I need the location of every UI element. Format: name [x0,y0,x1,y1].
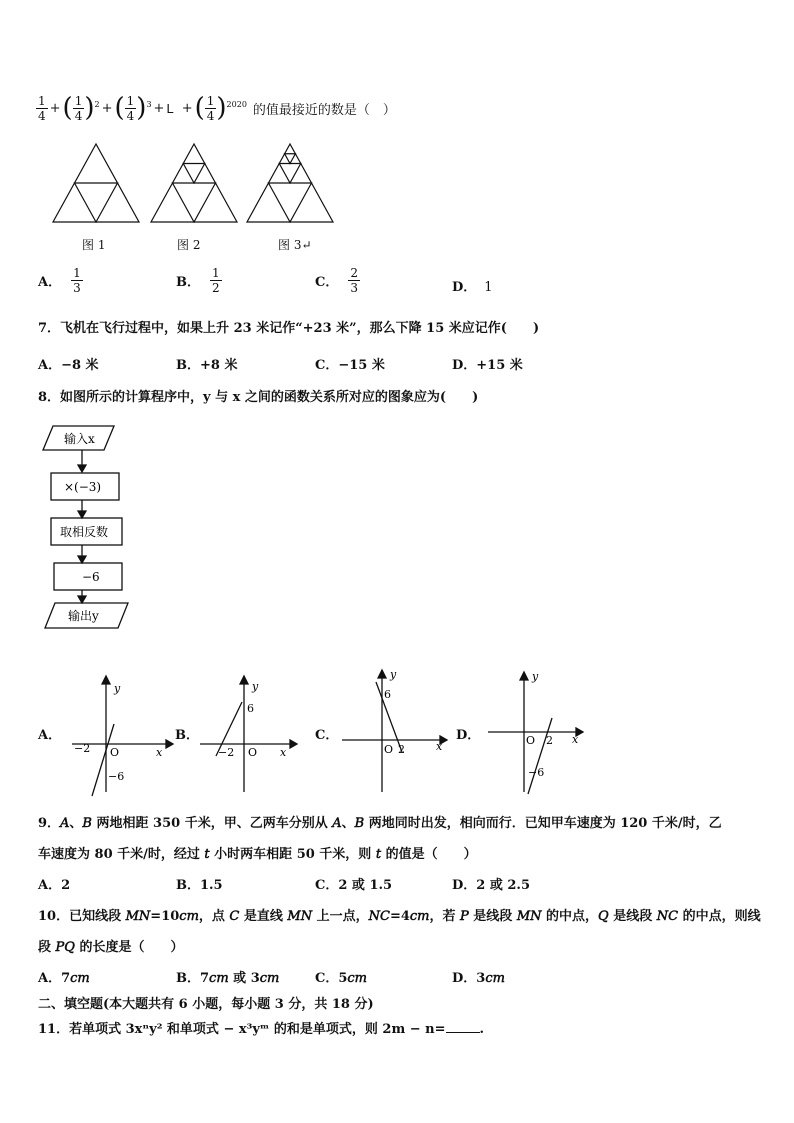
svg-text:−2: −2 [74,742,91,755]
q10-option-c[interactable]: C．5𝑐𝑚 [315,971,368,986]
flow-negate-label: 取相反数 [60,525,109,539]
triangle-figure-2 [151,144,237,222]
q7-option-d[interactable]: D．+15 米 [452,358,523,373]
section-2-heading: 二、填空题(本大题共有 6 小题，每小题 3 分，共 18 分) [38,997,374,1012]
q6-option-c[interactable]: C． $\frac{2}{3}$ [315,266,358,295]
frac-1-4: $\frac{1}{4}$ [38,93,46,123]
svg-text:x: x [280,746,287,759]
svg-text:2: 2 [398,743,405,756]
q10-stem-line1: 10．已知线段 𝑀𝑁=10𝑐𝑚，点 𝐶 是直线 𝑀𝑁 上一点，𝑁𝐶=4𝑐𝑚，若 𝑃 是线段 𝑀𝑁 的中点，𝑄 是线段 𝑁𝐶 的中点，则线 [38,909,761,924]
q10-option-d[interactable]: D．3𝑐𝑚 [452,971,505,986]
q10-stem-line2: 段 𝑃𝑄 的长度是（ ） [38,940,184,955]
q6-expression: $\frac{1}{4}$ + ( $\frac{1}{4}$ ) 2 + ( $\frac{1}{4}$ ) 3 + L + ( $\frac{1}{4}$ ) 2020 的值最接近的数是（ ） [38,93,396,123]
q8-stem: 8．如图所示的计算程序中，y 与 x 之间的函数关系所对应的图象应为( ) [38,390,479,405]
graph-d-line [528,718,552,794]
q8-graph-b[interactable] [196,672,306,797]
flow-minus6-label: −6 [82,570,100,584]
svg-text:y: y [114,682,121,695]
svg-text:O: O [248,746,258,759]
graph-a-line [92,724,114,796]
svg-text:O: O [384,743,394,756]
fig-label-2: 图 2 [177,238,201,252]
q10-option-b[interactable]: B．7𝑐𝑚 或 3𝑐𝑚 [176,971,280,986]
q6-option-b[interactable]: B． $\frac{1}{2}$ [176,266,220,295]
q6-option-a[interactable]: A． $\frac{1}{3}$ [38,266,81,295]
flow-multiply-label: ×(−3) [64,480,102,494]
fig-label-3: 图 3↵ [278,238,312,252]
svg-text:x: x [572,733,579,746]
q7-stem: 7．飞机在飞行过程中，如果上升 23 米记作“+23 米”，那么下降 15 米应记作( ) [38,321,540,336]
fig-label-1: 图 1 [82,238,106,252]
q8-option-a-letter[interactable]: A． [38,728,62,743]
q9-option-c[interactable]: C．2 或 1.5 [315,878,393,893]
q6-triangle-figures [50,140,340,230]
svg-text:x: x [156,746,163,759]
svg-text:2: 2 [546,734,553,747]
q8-flowchart [40,418,140,633]
svg-text:y: y [532,670,539,683]
q9-option-d[interactable]: D．2 或 2.5 [452,878,530,893]
svg-text:−2: −2 [218,746,235,759]
svg-text:y: y [390,668,397,681]
triangle-figure-1 [53,144,139,222]
flow-output-label: 输出y [68,609,99,623]
svg-text:6: 6 [247,702,254,715]
q11-stem: 11．若单项式 3xⁿy² 和单项式 − x³yᵐ 的和是单项式，则 2m − n= . [38,1022,485,1037]
q9-option-a[interactable]: A．2 [38,878,71,893]
q11-answer-blank[interactable] [446,1032,480,1033]
q8-option-d-letter[interactable]: D． [456,728,481,743]
svg-text:O: O [526,734,536,747]
q8-graph-d[interactable] [484,664,594,799]
q7-option-b[interactable]: B．+8 米 [176,358,238,373]
q7-option-a[interactable]: A．−8 米 [38,358,99,373]
q9-stem-line2: 车速度为 80 千米/时，经过 𝑡 小时两车相距 50 千米，则 𝑡 的值是（ ） [38,847,477,862]
svg-text:−6: −6 [528,766,545,779]
svg-text:−6: −6 [108,770,125,783]
q8-option-b-letter[interactable]: B． [175,728,199,743]
q7-option-c[interactable]: C．−15 米 [315,358,385,373]
flow-input-label: 输入x [64,432,95,446]
q6-option-d[interactable]: D． 1 [452,280,493,295]
triangle-figure-3 [247,144,333,222]
svg-text:y: y [252,680,259,693]
svg-text:O: O [110,746,120,759]
svg-text:6: 6 [384,688,391,701]
q6-stem: 的值最接近的数是（ ） [252,102,396,118]
q8-graph-a[interactable] [66,672,176,797]
svg-text:x: x [436,740,443,753]
q8-graph-c[interactable] [336,664,452,799]
q9-stem-line1: 9．𝐴、𝐵 两地相距 350 千米，甲、乙两车分别从 𝐴、𝐵 两地同时出发，相向而行．已知甲车速度为 120 千米/时，乙 [38,816,722,831]
q8-option-c-letter[interactable]: C． [315,728,339,743]
q10-option-a[interactable]: A．7𝑐𝑚 [38,971,90,986]
q9-option-b[interactable]: B．1.5 [176,878,223,893]
